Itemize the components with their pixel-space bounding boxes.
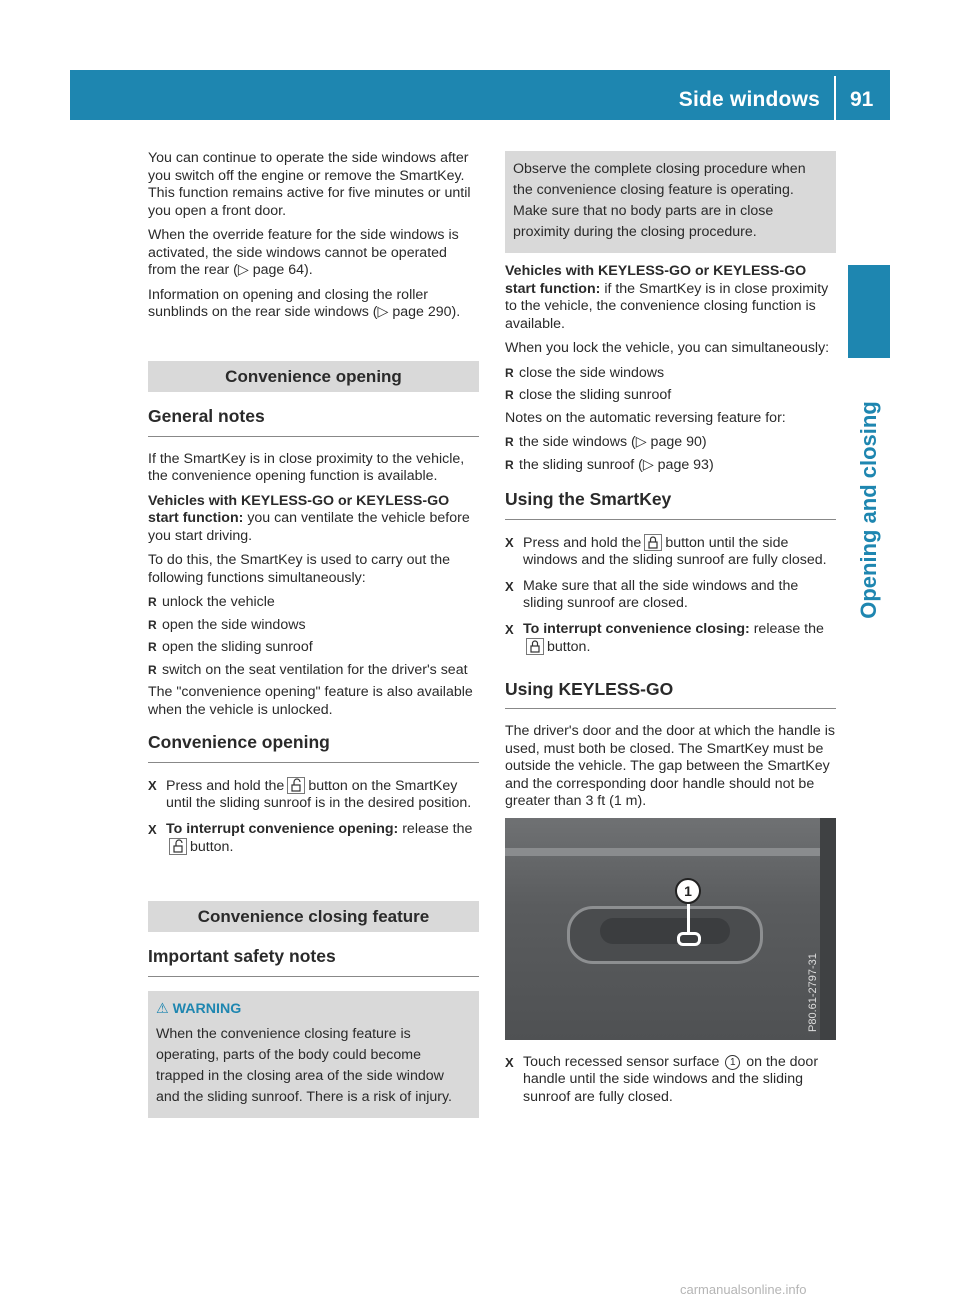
paragraph: The "convenience opening" feature is also available when the vehicle is unlocked.: [148, 684, 473, 718]
right-column: [505, 151, 836, 1114]
paragraph: Vehicles with KEYLESS-GO or KEYLESS-GO start function: if the SmartKey is in close proximity to the vehicle, the convenience closing function is available.: [505, 263, 829, 332]
unlock-icon: [169, 838, 187, 855]
list-item: R the sliding sunroof (▷ page 93): [505, 456, 714, 473]
chapter-title: Opening and closing: [856, 401, 881, 619]
callout-number: 1: [675, 878, 701, 904]
paragraph: The driver's door and the door at which the handle is used, must both be closed. The SmartKey must be outside the vehicle. The gap between the SmartKey and the corresponding door handle should not be greater than 3 ft (1 m).: [505, 723, 836, 809]
paragraph: If the SmartKey is in close proximity to the vehicle, the convenience opening function is available.: [148, 450, 465, 484]
step-item: X To interrupt convenience opening: release thebutton.: [148, 820, 473, 855]
step-item: X Press and hold the button until the side windows and the sliding sunroof are fully closed.: [505, 534, 827, 568]
door-handle-recess: [600, 918, 730, 944]
intro-paragraph: When the override feature for the side windows is activated, the side windows cannot be operated from the rear (▷ page 64).: [148, 227, 459, 278]
page-header: [70, 70, 890, 120]
paragraph: When you lock the vehicle, you can simultaneously:: [505, 340, 830, 356]
door-handle-photo: [505, 818, 836, 1040]
convenience-opening-heading: Convenience opening: [148, 734, 479, 763]
paragraph: Vehicles with KEYLESS-GO or KEYLESS-GO start function: you can ventilate the vehicle before you start driving.: [148, 492, 470, 544]
step-item: X Touch recessed sensor surface 1 on the door handle until the side windows and the sliding sunroof are fully closed.: [505, 1053, 819, 1105]
section-heading-convenience-opening: Convenience opening: [148, 361, 479, 393]
warning-box: [148, 991, 479, 1118]
warning-icon: ⚠: [156, 1000, 173, 1017]
page-number: 91: [850, 88, 874, 111]
using-smartkey-heading: Using the SmartKey: [505, 491, 836, 520]
list-item: R close the sliding sunroof: [505, 387, 672, 403]
callout-line: [687, 904, 690, 934]
step-item: X Press and hold the button on the SmartKey until the sliding sunroof is in the desired position.: [148, 777, 472, 811]
lock-icon: [644, 534, 662, 551]
chapter-tab: [848, 265, 890, 358]
unlock-icon: [287, 777, 305, 794]
paragraph: To do this, the SmartKey is used to carry out the following functions simultaneously:: [148, 552, 451, 586]
safety-notes-heading: Important safety notes: [148, 948, 479, 977]
list-item: R open the sliding sunroof: [148, 639, 313, 655]
photo-code: P80.61-2797-31: [807, 952, 819, 1032]
callout-number: 1: [725, 1055, 740, 1070]
watermark-footer: carmanualsonline.info: [680, 1282, 807, 1297]
intro-paragraph: You can continue to operate the side windows after you switch off the engine or remove the SmartKey. This function remains active for five minutes or until you open a front door.: [148, 150, 471, 219]
paragraph: Notes on the automatic reversing feature for:: [505, 409, 786, 426]
sensor-surface: [677, 932, 701, 946]
warning-title: ⚠ WARNING: [156, 1000, 242, 1017]
list-item: R the side windows (▷ page 90): [505, 434, 707, 450]
list-item: R open the side windows: [148, 616, 306, 633]
left-column: [148, 150, 479, 1118]
header-title: Side windows: [678, 88, 820, 111]
list-item: R unlock the vehicle: [148, 594, 275, 610]
list-item: R switch on the seat ventilation for the driver's seat: [148, 661, 468, 678]
list-item: R close the side windows: [505, 364, 665, 381]
observe-box: Observe the complete closing procedure when the convenience closing feature is operating. Make sure that no body parts are in close proximity during the closing procedure.: [505, 151, 836, 253]
general-notes-heading: General notes: [148, 408, 479, 437]
step-item: X To interrupt convenience closing: release thebutton.: [505, 620, 824, 655]
door-trim: [505, 848, 836, 856]
using-keyless-go-heading: Using KEYLESS-GO: [505, 681, 836, 710]
section-heading-convenience-closing: Convenience closing feature: [148, 901, 479, 933]
header-separator: [834, 76, 836, 120]
lock-icon: [526, 638, 544, 655]
intro-paragraph: Information on opening and closing the roller sunblinds on the rear side windows (▷ page 290).: [148, 286, 461, 320]
warning-text: When the convenience closing feature is operating, parts of the body could become trapped in the closing area of the side window and the sliding sunroof. There is a risk of injury.: [156, 1025, 452, 1105]
step-item: X Make sure that all the side windows and the sliding sunroof are closed.: [505, 577, 799, 611]
